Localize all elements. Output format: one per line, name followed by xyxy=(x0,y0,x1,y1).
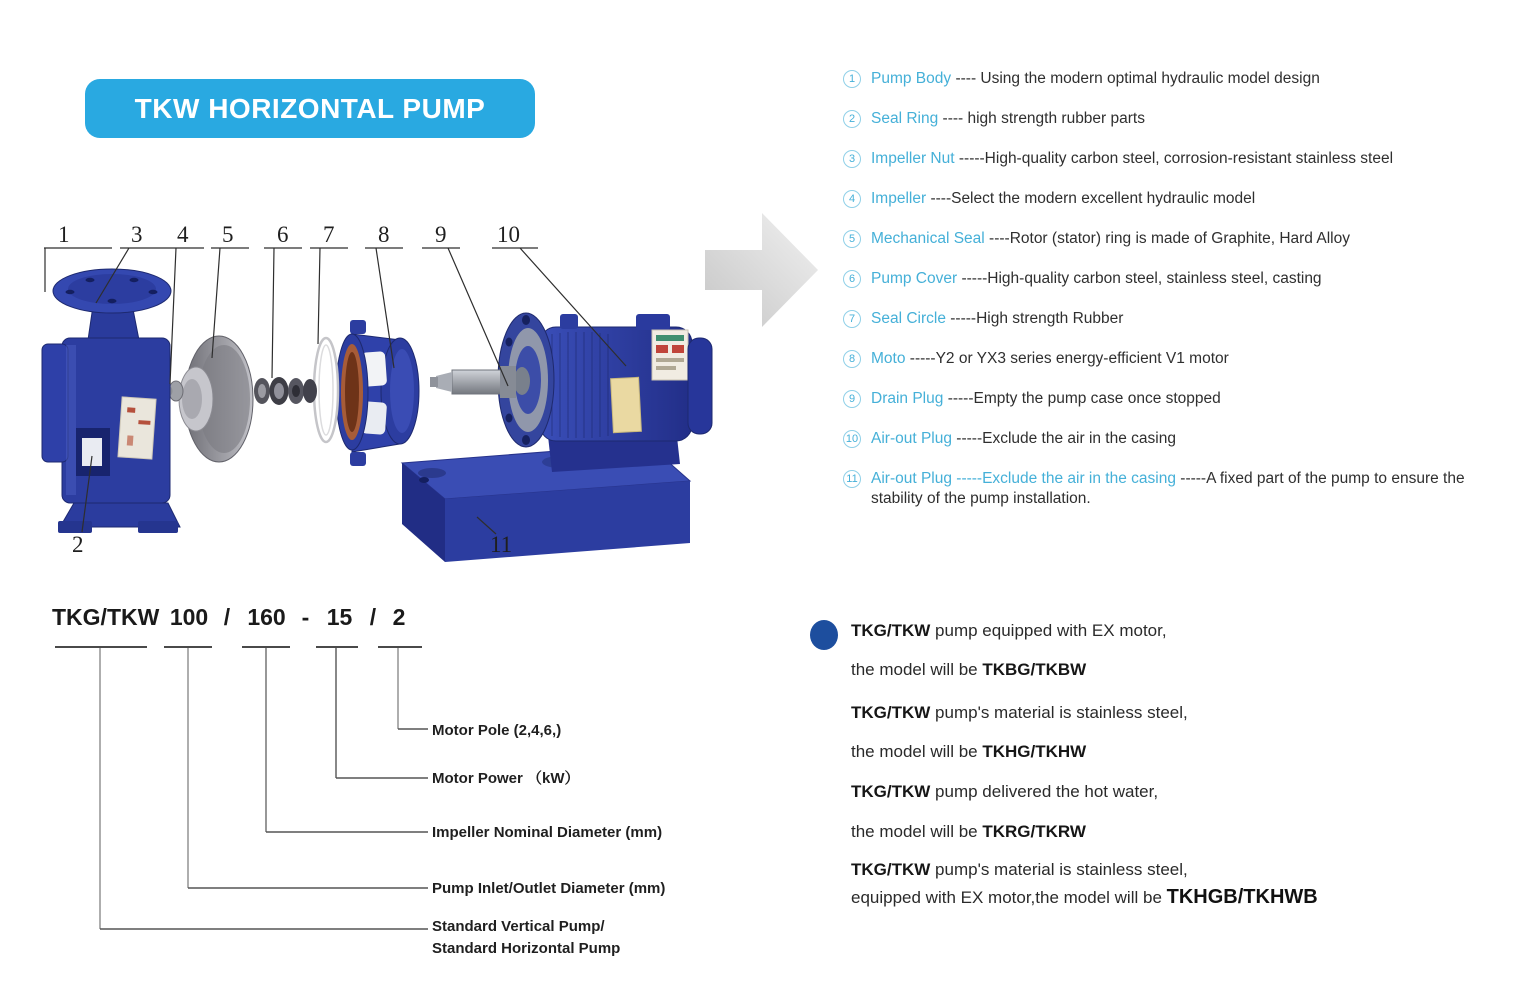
part-item-6 xyxy=(843,269,1505,289)
circled-number: 7 xyxy=(843,310,861,328)
note-line: TKG/TKW pump's material is stainless steel, xyxy=(851,860,1188,879)
circled-number: 5 xyxy=(843,230,861,248)
callout-1: 1 xyxy=(58,222,70,247)
note-line: the model will be TKBG/TKBW xyxy=(851,660,1087,679)
callout-5: 5 xyxy=(222,222,234,247)
model-code-diameter: 160 xyxy=(247,604,286,630)
part-item-5 xyxy=(843,229,1505,249)
lifting-lug xyxy=(560,314,578,329)
model-code-slash1: / xyxy=(223,604,231,630)
part-item-1 xyxy=(843,69,1505,89)
underline xyxy=(55,646,147,648)
part-item-8 xyxy=(843,349,1505,369)
label-impeller-diameter: Impeller Nominal Diameter (mm) xyxy=(432,824,663,841)
note-line: TKG/TKW pump delivered the hot water, xyxy=(851,782,1159,801)
part-item-3 xyxy=(843,149,1505,169)
part-desc: -----Y2 or YX3 series energy-efficient V1 motor xyxy=(909,350,1229,367)
note-line: the model will be TKRG/TKRW xyxy=(851,822,1086,841)
model-code-dash: - xyxy=(301,604,310,630)
motor-shaft xyxy=(430,366,516,398)
underline xyxy=(316,646,358,648)
part-name: Impeller Nut xyxy=(871,150,955,167)
motor xyxy=(430,313,712,472)
pump-body xyxy=(42,269,180,533)
label-motor-power: Motor Power （kW） xyxy=(432,770,580,787)
right-arrow-icon xyxy=(700,205,822,337)
callout-7: 7 xyxy=(323,222,335,247)
part-name: Seal Ring xyxy=(871,110,939,127)
title-banner xyxy=(85,79,535,138)
suction-flange xyxy=(42,344,68,462)
model-variant-notes xyxy=(851,620,1471,909)
part-name: Moto xyxy=(871,350,906,367)
circled-number: 2 xyxy=(843,110,861,128)
circled-number: 10 xyxy=(843,430,861,448)
part-name: Impeller xyxy=(871,190,927,207)
label-standard-horizontal: Standard Horizontal Pump xyxy=(432,940,621,957)
circled-number: 8 xyxy=(843,350,861,368)
circled-number: 1 xyxy=(843,70,861,88)
part-name: Pump Cover xyxy=(871,270,958,287)
note-line: the model will be TKHG/TKHW xyxy=(851,742,1087,761)
parts-list xyxy=(843,69,1505,529)
model-code-pole: 2 xyxy=(392,604,406,630)
part-item-10 xyxy=(843,429,1505,449)
nameplate xyxy=(611,377,642,432)
circled-number: 11 xyxy=(843,470,861,488)
callout-4: 4 xyxy=(177,222,189,247)
body-label xyxy=(118,397,156,459)
part-desc: ---- Using the modern optimal hydraulic model design xyxy=(955,70,1320,87)
part-desc: ----Rotor (stator) ring is made of Graphite, Hard Alloy xyxy=(989,230,1350,247)
note-line: TKG/TKW pump equipped with EX motor, xyxy=(851,621,1167,640)
part-desc: -----High strength Rubber xyxy=(950,310,1124,327)
label-inlet-outlet: Pump Inlet/Outlet Diameter (mm) xyxy=(432,880,666,897)
callout-9: 9 xyxy=(435,222,447,247)
model-code-series: TKG/TKW xyxy=(52,604,160,630)
part-desc: -----High-quality carbon steel, stainless steel, casting xyxy=(961,270,1322,287)
label-motor-pole: Motor Pole (2,4,6,) xyxy=(432,722,562,739)
callout-2: 2 xyxy=(72,532,84,557)
impeller xyxy=(166,336,254,462)
part-name: Pump Body xyxy=(871,70,952,87)
part-name: Drain Plug xyxy=(871,390,944,407)
part-name: Air-out Plug xyxy=(871,430,952,447)
circled-number: 4 xyxy=(843,190,861,208)
circled-number: 9 xyxy=(843,390,861,408)
part-name: Air-out Plug -----Exclude the air in the casing xyxy=(871,470,1176,487)
circled-number: 3 xyxy=(843,150,861,168)
underline xyxy=(242,646,290,648)
part-desc: -----A fixed part of the pump to ensure the stability of the pump installation. xyxy=(871,470,1465,507)
seal-circle-ring xyxy=(314,338,338,442)
part-desc: -----Empty the pump case once stopped xyxy=(947,390,1221,407)
callout-6: 6 xyxy=(277,222,289,247)
model-code-power: 15 xyxy=(326,604,353,630)
callout-3: 3 xyxy=(131,222,143,247)
model-code-slash2: / xyxy=(369,604,377,630)
part-desc: ----Select the modern excellent hydraulic model xyxy=(930,190,1256,207)
motor-label xyxy=(652,330,688,380)
note-line: TKG/TKW pump's material is stainless steel, xyxy=(851,703,1188,722)
circled-number: 6 xyxy=(843,270,861,288)
callout-8: 8 xyxy=(378,222,390,247)
note-line: equipped with EX motor,the model will be TKHGB/TKHWB xyxy=(851,886,1318,908)
callout-10: 10 xyxy=(497,222,520,247)
part-desc: -----High-quality carbon steel, corrosion-resistant stainless steel xyxy=(958,150,1394,167)
label-standard-vertical: Standard Vertical Pump/ xyxy=(432,918,605,935)
part-name: Mechanical Seal xyxy=(871,230,985,247)
part-item-9 xyxy=(843,389,1505,409)
part-item-4 xyxy=(843,189,1505,209)
part-item-11 xyxy=(843,469,1505,509)
underline xyxy=(378,646,422,648)
model-code-inlet: 100 xyxy=(169,604,209,630)
part-name: Seal Circle xyxy=(871,310,946,327)
underline xyxy=(164,646,212,648)
part-desc: ---- high strength rubber parts xyxy=(942,110,1145,127)
pump-cover xyxy=(336,320,419,466)
page-title: TKW HORIZONTAL PUMP xyxy=(134,92,486,124)
callout-11: 11 xyxy=(490,532,513,557)
part-item-7 xyxy=(843,309,1505,329)
bullet-icon xyxy=(810,620,838,650)
pump-exploded-diagram xyxy=(20,210,760,575)
part-item-2 xyxy=(843,109,1505,129)
part-desc: -----Exclude the air in the casing xyxy=(956,430,1176,447)
